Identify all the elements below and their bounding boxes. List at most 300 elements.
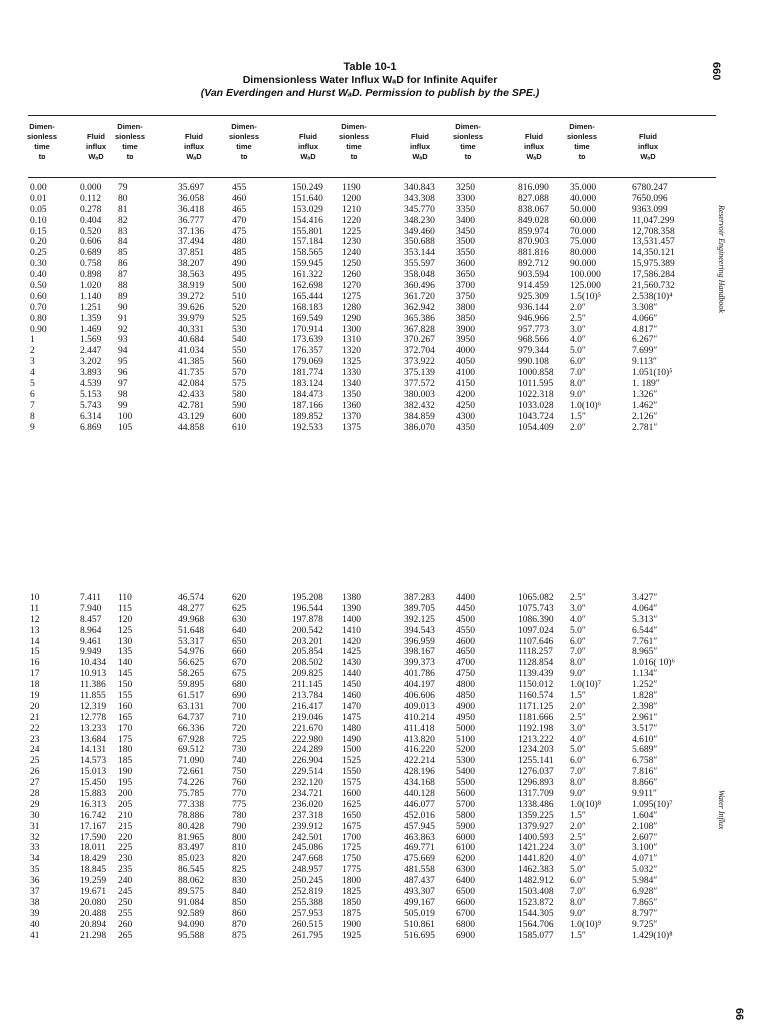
influx-cell: 247.668: [292, 854, 323, 865]
time-cell: 3.0″: [570, 843, 586, 854]
time-cell: 680: [232, 680, 247, 691]
time-cell: 1225: [342, 226, 361, 237]
time-cell: 4800: [456, 680, 475, 691]
influx-cell: 40.684: [178, 335, 205, 346]
time-cell: 135: [118, 647, 133, 658]
influx-cell: 44.858: [178, 422, 205, 433]
lower-time-col-3: [232, 593, 246, 942]
influx-cell: 17.590: [80, 832, 107, 843]
influx-cell: 1276.037: [518, 767, 554, 778]
time-cell: 700: [232, 701, 247, 712]
time-cell: 1350: [342, 389, 361, 400]
lower-influx-col-3: [292, 593, 323, 942]
influx-cell: 64.737: [178, 712, 205, 723]
influx-cell: 6.314: [80, 411, 102, 422]
time-cell: 0.30: [30, 259, 47, 270]
time-cell: 50.000: [570, 204, 597, 215]
influx-cell: 40.331: [178, 324, 205, 335]
header-influx-col-2: Fluid influx WₐD: [184, 132, 204, 161]
influx-cell: 71.090: [178, 756, 205, 767]
influx-cell: 413.820: [404, 734, 435, 745]
time-cell: 0.01: [30, 193, 47, 204]
time-cell: 5000: [456, 723, 475, 734]
time-cell: 2.5″: [570, 832, 586, 843]
influx-cell: 2.781″: [632, 422, 658, 433]
influx-cell: 94.090: [178, 919, 205, 930]
influx-cell: 816.090: [518, 183, 549, 193]
influx-cell: 181.774: [292, 368, 323, 379]
influx-cell: 2.447: [80, 346, 102, 357]
time-cell: 675: [232, 669, 247, 680]
influx-cell: 43.129: [178, 411, 205, 422]
influx-cell: 1.016( 10)⁶: [632, 658, 675, 669]
influx-cell: 20.080: [80, 897, 107, 908]
time-cell: 1230: [342, 237, 361, 248]
influx-cell: 38.207: [178, 259, 205, 270]
time-cell: 6.0″: [570, 357, 586, 368]
time-cell: 2.0″: [570, 701, 586, 712]
influx-cell: 1.134″: [632, 669, 658, 680]
time-cell: 455: [232, 183, 247, 193]
influx-cell: 161.322: [292, 270, 323, 281]
influx-cell: 165.444: [292, 291, 323, 302]
influx-cell: 3.308″: [632, 302, 658, 313]
influx-cell: 158.565: [292, 248, 323, 259]
time-cell: 185: [118, 756, 133, 767]
time-cell: 495: [232, 270, 247, 281]
time-cell: 39: [30, 908, 40, 919]
lower-table-body: [0, 593, 768, 953]
influx-cell: 89.575: [178, 887, 205, 898]
time-cell: 1.0(10)⁷: [570, 680, 602, 691]
influx-cell: 2.398″: [632, 701, 658, 712]
time-cell: 1.5″: [570, 810, 586, 821]
influx-cell: 365.386: [404, 313, 435, 324]
time-cell: 0.15: [30, 226, 47, 237]
influx-cell: 6.928″: [632, 887, 658, 898]
influx-cell: 63.131: [178, 701, 205, 712]
influx-cell: 1097.024: [518, 625, 554, 636]
time-cell: 660: [232, 647, 247, 658]
influx-cell: 222.980: [292, 734, 323, 745]
time-cell: 1375: [342, 422, 361, 433]
time-cell: 115: [118, 603, 132, 614]
influx-cell: 1075.743: [518, 603, 554, 614]
time-cell: 1260: [342, 270, 361, 281]
influx-cell: 349.460: [404, 226, 435, 237]
time-cell: 9.0″: [570, 669, 586, 680]
time-cell: 750: [232, 767, 247, 778]
influx-cell: 881.816: [518, 248, 549, 259]
influx-cell: 17.167: [80, 821, 107, 832]
time-cell: 1475: [342, 712, 361, 723]
header-time-col-5: Dimen- sionless time tᴅ: [452, 122, 483, 161]
time-cell: 5200: [456, 745, 475, 756]
influx-cell: 428.196: [404, 767, 435, 778]
time-cell: 2.0″: [570, 821, 586, 832]
influx-cell: 516.695: [404, 930, 435, 941]
influx-cell: 340.843: [404, 183, 435, 193]
time-cell: 7.0″: [570, 647, 586, 658]
lower-time-col-5: [456, 593, 475, 942]
time-cell: 40.000: [570, 193, 597, 204]
time-cell: 4.0″: [570, 854, 586, 865]
time-cell: 195: [118, 778, 133, 789]
influx-cell: 1065.082: [518, 593, 554, 603]
time-cell: 79: [118, 183, 128, 193]
influx-cell: 4.064″: [632, 603, 658, 614]
influx-cell: 18.429: [80, 854, 107, 865]
influx-cell: 389.705: [404, 603, 435, 614]
influx-cell: 37.494: [178, 237, 205, 248]
influx-cell: 8.457: [80, 614, 102, 625]
influx-cell: 42.084: [178, 379, 205, 390]
time-cell: 1210: [342, 204, 361, 215]
time-cell: 0.25: [30, 248, 47, 259]
time-cell: 870: [232, 919, 247, 930]
influx-cell: 15,975.389: [632, 259, 675, 270]
influx-cell: 10.434: [80, 658, 107, 669]
time-cell: 1600: [342, 789, 361, 800]
time-cell: 1470: [342, 701, 361, 712]
time-cell: 1625: [342, 799, 361, 810]
upper-influx-col-4: [404, 183, 435, 433]
influx-cell: 946.966: [518, 313, 549, 324]
time-cell: 200: [118, 789, 133, 800]
time-cell: 780: [232, 810, 247, 821]
time-cell: 6: [30, 389, 35, 400]
influx-cell: 510.861: [404, 919, 435, 930]
time-cell: 35.000: [570, 183, 597, 193]
influx-cell: 372.704: [404, 346, 435, 357]
time-cell: 510: [232, 291, 247, 302]
influx-cell: 51.648: [178, 625, 205, 636]
influx-cell: 0.520: [80, 226, 102, 237]
influx-cell: 1054.409: [518, 422, 554, 433]
time-cell: 710: [232, 712, 247, 723]
upper-time-col-1: [30, 183, 47, 433]
influx-cell: 67.928: [178, 734, 205, 745]
influx-cell: 2.126″: [632, 411, 658, 422]
time-cell: 14: [30, 636, 40, 647]
influx-cell: 232.120: [292, 778, 323, 789]
time-cell: 0.00: [30, 183, 47, 193]
time-cell: 1.5″: [570, 411, 586, 422]
lower-time-col-4: [342, 593, 361, 942]
time-cell: 4100: [456, 368, 475, 379]
time-cell: 4.0″: [570, 614, 586, 625]
time-cell: 3600: [456, 259, 475, 270]
time-cell: 98: [118, 389, 128, 400]
time-cell: 94: [118, 346, 128, 357]
influx-cell: 61.517: [178, 691, 205, 702]
time-cell: 6000: [456, 832, 475, 843]
time-cell: 820: [232, 854, 247, 865]
time-cell: 1300: [342, 324, 361, 335]
influx-cell: 150.249: [292, 183, 323, 193]
influx-cell: 903.594: [518, 270, 549, 281]
influx-cell: 39.626: [178, 302, 205, 313]
influx-cell: 838.067: [518, 204, 549, 215]
time-cell: 770: [232, 789, 247, 800]
time-cell: 1.0(10)⁹: [570, 919, 602, 930]
influx-cell: 870.903: [518, 237, 549, 248]
influx-cell: 39.272: [178, 291, 205, 302]
time-cell: 530: [232, 324, 247, 335]
time-cell: 8.0″: [570, 658, 586, 669]
upper-time-col-5: [456, 183, 475, 433]
time-cell: 1675: [342, 821, 361, 832]
influx-cell: 196.544: [292, 603, 323, 614]
influx-cell: 91.084: [178, 897, 205, 908]
influx-cell: 0.000: [80, 183, 102, 193]
time-cell: 80: [118, 193, 128, 204]
time-cell: 1190: [342, 183, 361, 193]
influx-cell: 18.011: [80, 843, 106, 854]
header-time-col-4: Dimen- sionless time tᴅ: [338, 122, 369, 161]
time-cell: 70.000: [570, 226, 597, 237]
time-cell: 460: [232, 193, 247, 204]
time-cell: 850: [232, 897, 247, 908]
time-cell: 610: [232, 422, 247, 433]
influx-cell: 236.020: [292, 799, 323, 810]
time-cell: 1700: [342, 832, 361, 843]
time-cell: 2.5″: [570, 313, 586, 324]
time-cell: 5500: [456, 778, 475, 789]
time-cell: 1: [30, 335, 35, 346]
time-cell: 3350: [456, 204, 475, 215]
upper-time-col-4: [342, 183, 361, 433]
lower-influx-col-6: [632, 593, 675, 942]
time-cell: 790: [232, 821, 247, 832]
time-cell: 6.0″: [570, 756, 586, 767]
influx-cell: 968.566: [518, 335, 549, 346]
time-cell: 225: [118, 843, 133, 854]
influx-cell: 226.904: [292, 756, 323, 767]
influx-cell: 7650.096: [632, 193, 668, 204]
influx-cell: 384.859: [404, 411, 435, 422]
influx-cell: 37.136: [178, 226, 205, 237]
time-cell: 6500: [456, 887, 475, 898]
influx-cell: 5.984″: [632, 876, 658, 887]
influx-cell: 39.979: [178, 313, 205, 324]
influx-cell: 358.048: [404, 270, 435, 281]
time-cell: 1490: [342, 734, 361, 745]
influx-cell: 499.167: [404, 897, 435, 908]
influx-cell: 162.698: [292, 281, 323, 292]
header-influx-col-1: Fluid influx WₐD: [86, 132, 106, 161]
influx-cell: 475.669: [404, 854, 435, 865]
time-cell: 6300: [456, 865, 475, 876]
time-cell: 730: [232, 745, 247, 756]
time-cell: 0.60: [30, 291, 47, 302]
time-cell: 240: [118, 876, 133, 887]
time-cell: 15: [30, 647, 40, 658]
influx-cell: 396.959: [404, 636, 435, 647]
influx-cell: 859.974: [518, 226, 549, 237]
time-cell: 230: [118, 854, 133, 865]
influx-cell: 159.945: [292, 259, 323, 270]
influx-cell: 36.058: [178, 193, 205, 204]
influx-cell: 925.309: [518, 291, 549, 302]
time-cell: 145: [118, 669, 133, 680]
influx-cell: 38.919: [178, 281, 205, 292]
time-cell: 4700: [456, 658, 475, 669]
influx-cell: 213.784: [292, 691, 323, 702]
time-cell: 3250: [456, 183, 475, 193]
influx-cell: 463.863: [404, 832, 435, 843]
influx-cell: 404.197: [404, 680, 435, 691]
influx-cell: 153.029: [292, 204, 323, 215]
time-cell: 4050: [456, 357, 475, 368]
influx-cell: 6.758″: [632, 756, 658, 767]
time-cell: 85: [118, 248, 128, 259]
influx-cell: 80.428: [178, 821, 205, 832]
time-cell: 1750: [342, 854, 361, 865]
time-cell: 5400: [456, 767, 475, 778]
time-cell: 520: [232, 302, 247, 313]
time-cell: 35: [30, 865, 40, 876]
time-cell: 97: [118, 379, 128, 390]
time-cell: 1875: [342, 908, 361, 919]
influx-cell: 1.604″: [632, 810, 658, 821]
influx-cell: 3.517″: [632, 723, 658, 734]
influx-cell: 242.501: [292, 832, 323, 843]
influx-cell: 1181.666: [518, 712, 554, 723]
influx-cell: 5.689″: [632, 745, 658, 756]
header-influx-col-4: Fluid influx WₐD: [410, 132, 430, 161]
influx-cell: 19.671: [80, 887, 107, 898]
influx-cell: 81.965: [178, 832, 205, 843]
influx-cell: 1.462″: [632, 400, 658, 411]
time-cell: 90.000: [570, 259, 597, 270]
influx-cell: 59.895: [178, 680, 205, 691]
influx-cell: 9.911″: [632, 789, 657, 800]
time-cell: 13: [30, 625, 40, 636]
influx-cell: 13.684: [80, 734, 107, 745]
time-cell: 125: [118, 625, 133, 636]
time-cell: 6.0″: [570, 636, 586, 647]
time-cell: 570: [232, 368, 247, 379]
time-cell: 8: [30, 411, 35, 422]
influx-cell: 20.488: [80, 908, 107, 919]
influx-cell: 21,560.732: [632, 281, 675, 292]
influx-cell: 6.267″: [632, 335, 658, 346]
influx-cell: 406.606: [404, 691, 435, 702]
time-cell: 23: [30, 734, 40, 745]
time-cell: 27: [30, 778, 40, 789]
influx-cell: 11,047.299: [632, 215, 675, 226]
influx-cell: 88.062: [178, 876, 205, 887]
time-cell: 92: [118, 324, 128, 335]
time-cell: 0.40: [30, 270, 47, 281]
influx-cell: 46.574: [178, 593, 205, 603]
time-cell: 1500: [342, 745, 361, 756]
influx-cell: 197.878: [292, 614, 323, 625]
time-cell: 860: [232, 908, 247, 919]
time-cell: 580: [232, 389, 247, 400]
influx-cell: 154.416: [292, 215, 323, 226]
time-cell: 840: [232, 887, 247, 898]
influx-cell: 17,586.284: [632, 270, 675, 281]
time-cell: 88: [118, 281, 128, 292]
time-cell: 120: [118, 614, 133, 625]
influx-cell: 1544.305: [518, 908, 554, 919]
time-cell: 490: [232, 259, 247, 270]
time-cell: 180: [118, 745, 133, 756]
influx-cell: 361.720: [404, 291, 435, 302]
influx-cell: 75.785: [178, 789, 205, 800]
influx-cell: 914.459: [518, 281, 549, 292]
influx-cell: 95.588: [178, 930, 205, 941]
influx-cell: 469.771: [404, 843, 435, 854]
time-cell: 150: [118, 680, 133, 691]
influx-cell: 224.289: [292, 745, 323, 756]
influx-cell: 1.020: [80, 281, 102, 292]
time-cell: 1250: [342, 259, 361, 270]
time-cell: 86: [118, 259, 128, 270]
influx-cell: 36.777: [178, 215, 205, 226]
influx-cell: 229.514: [292, 767, 323, 778]
influx-cell: 15.450: [80, 778, 107, 789]
time-cell: 1220: [342, 215, 361, 226]
influx-cell: 221.670: [292, 723, 323, 734]
time-cell: 82: [118, 215, 128, 226]
time-cell: 800: [232, 832, 247, 843]
time-cell: 3850: [456, 313, 475, 324]
influx-cell: 252.819: [292, 887, 323, 898]
time-cell: 7.0″: [570, 887, 586, 898]
time-cell: 3300: [456, 193, 475, 204]
time-cell: 465: [232, 204, 247, 215]
time-cell: 600: [232, 411, 247, 422]
influx-cell: 7.816″: [632, 767, 658, 778]
table-title: Table 10-1: [343, 61, 397, 73]
influx-cell: 12.319: [80, 701, 107, 712]
influx-cell: 481.558: [404, 865, 435, 876]
influx-cell: 41.735: [178, 368, 205, 379]
time-cell: 9.0″: [570, 908, 586, 919]
influx-cell: 1.469: [80, 324, 102, 335]
time-cell: 81: [118, 204, 128, 215]
header-time-col-3: Dimen- sionless time tᴅ: [228, 122, 259, 161]
time-cell: 130: [118, 636, 133, 647]
influx-cell: 399.373: [404, 658, 435, 669]
influx-cell: 257.953: [292, 908, 323, 919]
time-cell: 41: [30, 930, 40, 941]
influx-cell: 0.689: [80, 248, 102, 259]
running-head-top: Reservoir Engineering Handbook: [717, 205, 726, 313]
time-cell: 480: [232, 237, 247, 248]
time-cell: 485: [232, 248, 247, 259]
influx-cell: 1011.595: [518, 379, 554, 390]
lower-time-col-2: [118, 593, 132, 942]
influx-cell: 7.699″: [632, 346, 658, 357]
time-cell: 4: [30, 368, 35, 379]
time-cell: 2.5″: [570, 593, 586, 603]
influx-cell: 4.817″: [632, 324, 658, 335]
influx-cell: 370.267: [404, 335, 435, 346]
time-cell: 1900: [342, 919, 361, 930]
time-cell: 1825: [342, 887, 361, 898]
influx-cell: 2.108″: [632, 821, 658, 832]
influx-cell: 1022.318: [518, 389, 554, 400]
time-cell: 205: [118, 799, 133, 810]
influx-cell: 990.108: [518, 357, 549, 368]
time-cell: 4.0″: [570, 734, 586, 745]
time-cell: 1400: [342, 614, 361, 625]
influx-cell: 9363.099: [632, 204, 668, 215]
